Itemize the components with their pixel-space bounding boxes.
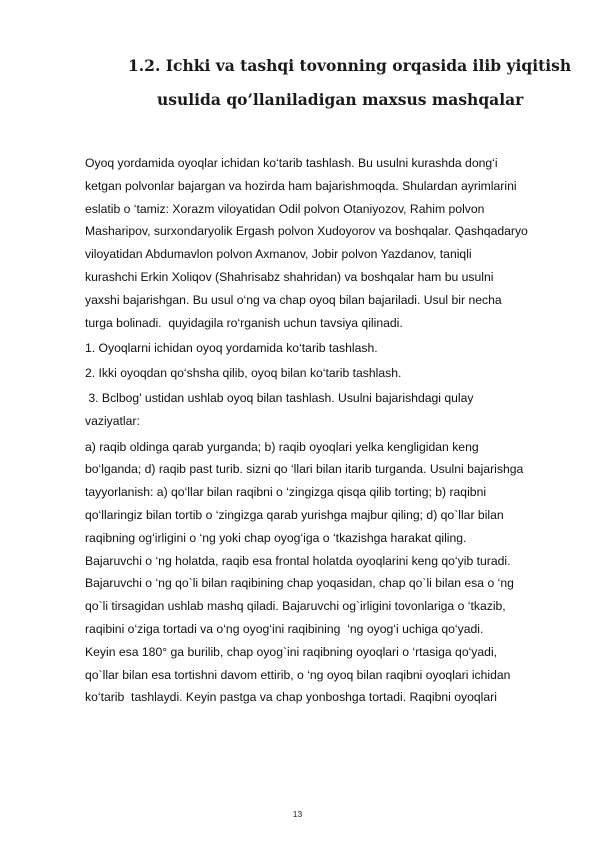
text-line: qo‘llaringiz bilan tortib o ‘zingizga qarab yurishga majbur qiling; d) qo`llar bilan [85, 507, 504, 522]
section-title-line-1: 1.2. Ichki va tashqi tovonning orqasida ilib yiqitish [128, 56, 572, 75]
text-line: kurashchi Erkin Xoliqov (Shahrisabz shahridan) va boshqalar ham bu usulni [85, 269, 494, 284]
text-line: ko‘tarib tashlaydi. Keyin pastga va chap yonboshga tortadi. Raqibni oyoqlari [85, 690, 497, 705]
page-number: 13 [292, 809, 303, 819]
text-line: Keyin esa 180° ga burilib, chap oyog`ini raqibning oyoqlari o ‘rtasiga qo‘yadi, [85, 644, 498, 659]
text-line: qo`llar bilan esa tortishni davom ettirib, o ‘ng oyoq bilan raqibni oyoqlari ichidan [85, 667, 511, 682]
text-line: a) raqib oldinga qarab yurganda; b) raqib oyoqlari yelka kengligidan keng [85, 439, 479, 454]
text-line: vaziyatlar: [85, 414, 140, 429]
text-line: 1. Oyoqlarni ichidan oyoq yordamida ko‘tarib tashlash. [85, 340, 378, 355]
text-line: Bajaruvchi o ‘ng qo`li bilan raqibining chap yoqasidan, chap qo`li bilan esa o ‘ng [85, 576, 514, 591]
text-line: tayyorlanish: a) qo‘llar bilan raqibni o ‘zingizga qisqa qilib torting; b) raqibni [85, 485, 487, 500]
paragraph [85, 362, 555, 385]
text-line: viloyatidan Abdumavlon polvon Axmanov, Jobir polvon Yazdanov, taniqli [85, 247, 472, 262]
paragraph [85, 436, 555, 710]
text-line: bo‘lganda; d) raqib past turib. sizni qo ‘llari bilan itarib turganda. Usulni bajarishga [85, 462, 524, 477]
text-line: turga bolinadi. quyidagila ro‘rganish uchun tavsiya qilinadi. [85, 315, 403, 330]
text-line: ketgan polvonlar bajargan va hozirda ham bajarishmoqda. Shulardan ayrimlarini [85, 178, 517, 193]
text-line: eslatib o ‘tamiz: Xorazm viloyatidan Odil polvon Otaniyozov, Rahim polvon [85, 201, 485, 216]
paragraph [85, 387, 555, 433]
paragraph [85, 152, 555, 334]
document-body [85, 152, 555, 709]
text-line: Oyoq yordamida oyoqlar ichidan ko‘tarib tashlash. Bu usulni kurashda dong‘i [85, 156, 498, 170]
text-line: raqibini o‘ziga tortadi va o‘ng oyog‘ini raqibining ‘ng oyog‘i uchiga qo‘yadi. [85, 621, 484, 636]
text-line: 3. Bclbog' ustidan ushlab oyoq bilan tashlash. Usulni bajarishdagi qulay [85, 391, 474, 406]
paragraph [85, 337, 555, 360]
text-line: 2. Ikki oyoqdan qo‘shsha qilib, oyoq bilan ko‘tarib tashlash. [85, 366, 402, 381]
text-line: Bajaruvchi o ‘ng holatda, raqib esa frontal holatda oyoqlarini keng qo‘yib turadi. [85, 553, 511, 568]
text-line: yaxshi bajarishgan. Bu usul o‘ng va chap oyoq bilan bajariladi. Usul bir necha [85, 292, 502, 307]
text-line: qo`li tirsagidan ushlab mashq qiladi. Bajaruvchi og`irligini tovonlariga o ‘tkazib, [85, 599, 506, 614]
text-line: Masharipov, surxondaryolik Ergash polvon Xudoyorov va boshqalar. Qashqadaryo [85, 224, 528, 239]
text-line: raqibning og‘irligini o ‘ng yoki chap oyog‘iga o ‘tkazishga harakat qiling. [85, 530, 467, 545]
section-title-line-2: usulida qo’llaniladigan maxsus mashqalar [157, 90, 524, 109]
